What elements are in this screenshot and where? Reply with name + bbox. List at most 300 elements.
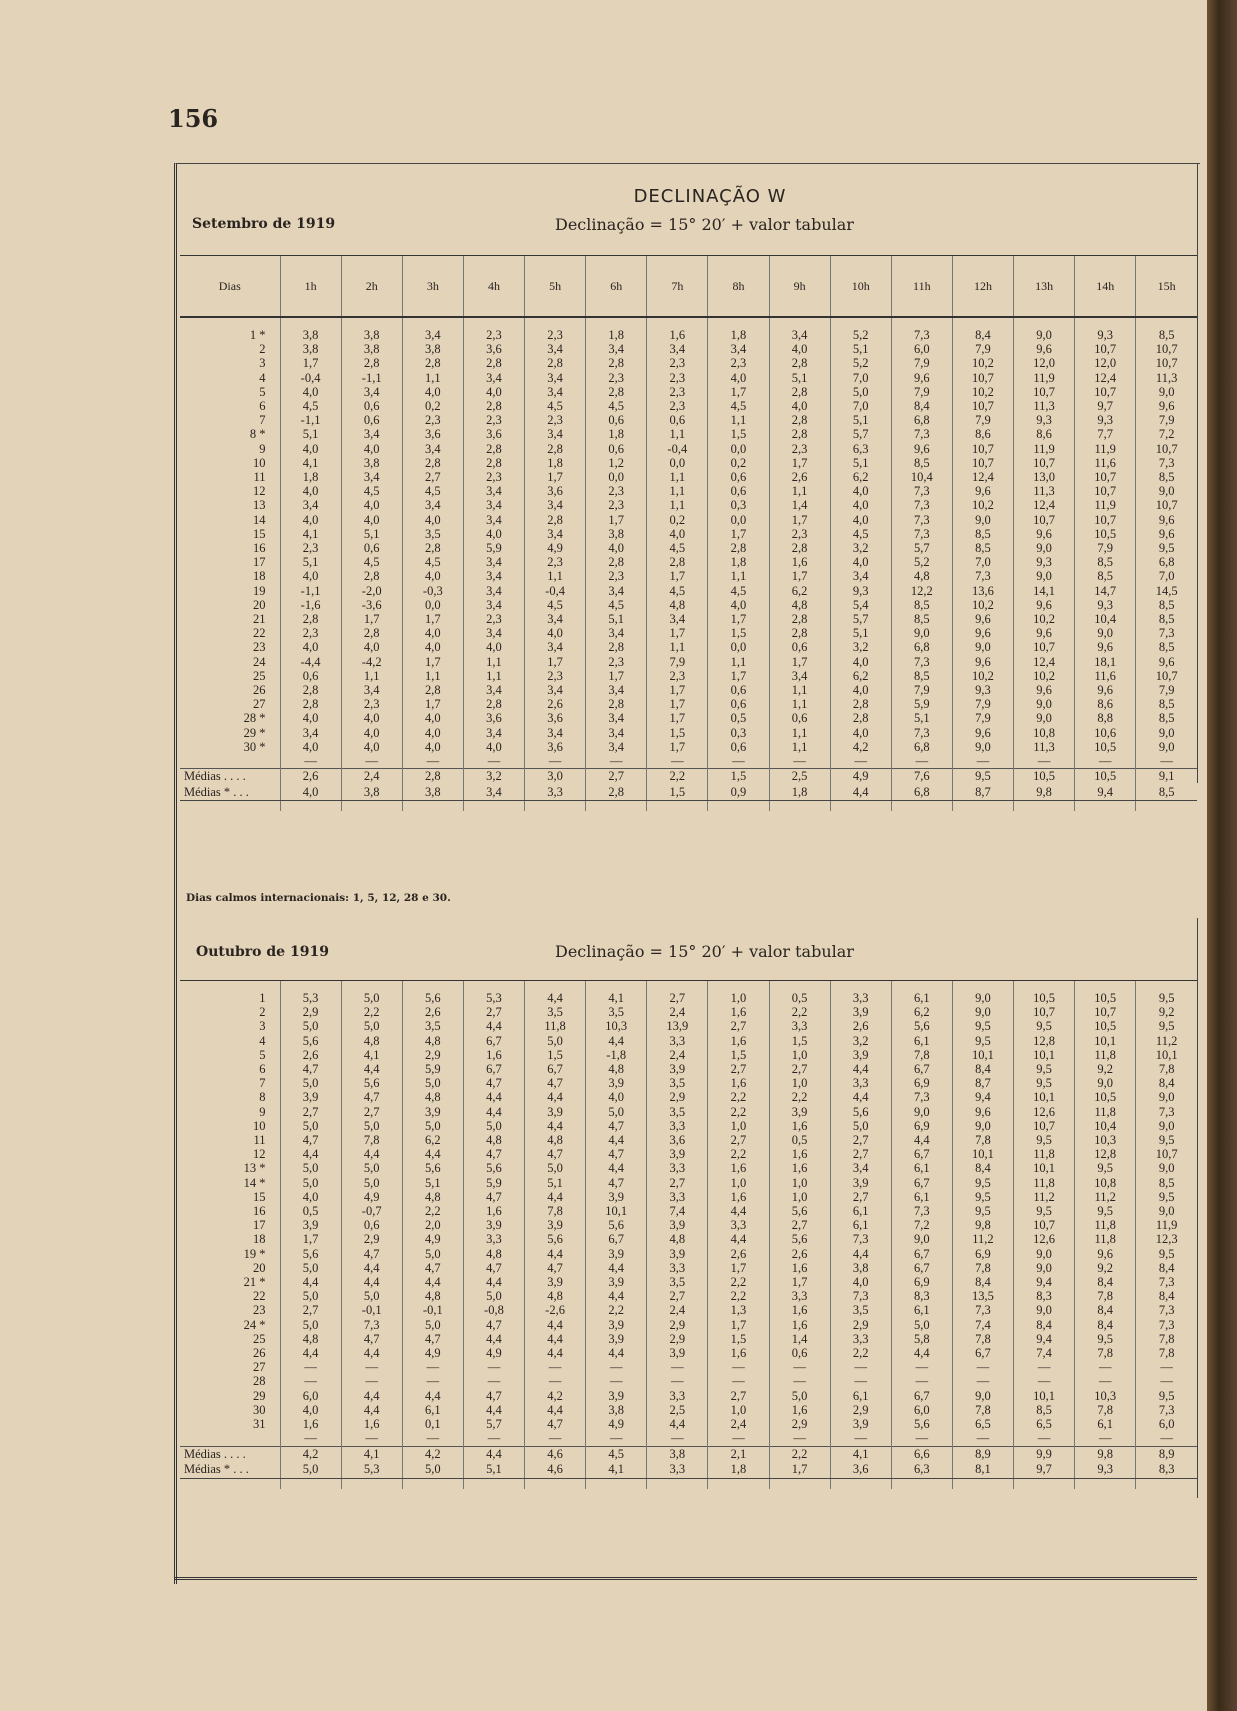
value-cell: 4,0 xyxy=(830,484,891,498)
value-cell: 1,1 xyxy=(769,740,830,754)
value-cell: 12,8 xyxy=(1014,1034,1075,1048)
value-cell: 4,4 xyxy=(402,1389,463,1403)
spacer-row xyxy=(180,981,1197,992)
value-cell: 0,6 xyxy=(586,413,647,427)
value-cell: 1,7 xyxy=(586,513,647,527)
spacer-cell xyxy=(647,1478,708,1489)
value-cell: 3,9 xyxy=(647,1346,708,1360)
value-cell: 5,0 xyxy=(341,1119,402,1133)
value-cell: 9,0 xyxy=(952,991,1013,1005)
value-cell: 4,8 xyxy=(769,598,830,612)
table-row xyxy=(180,1261,1197,1275)
day-cell: 30 * xyxy=(243,739,266,754)
value-cell: — xyxy=(586,1374,647,1388)
value-cell: 10,7 xyxy=(1014,385,1075,399)
value-cell: 5,6 xyxy=(402,991,463,1005)
day-cell: 25 xyxy=(253,668,266,683)
value-cell: 2,2 xyxy=(402,1204,463,1218)
value-cell: 4,8 xyxy=(280,1332,341,1346)
value-cell: 1,7 xyxy=(402,697,463,711)
value-cell: 4,1 xyxy=(280,456,341,470)
value-cell: 12,4 xyxy=(1014,655,1075,669)
value-cell: 9,6 xyxy=(1014,626,1075,640)
value-cell: 5,0 xyxy=(280,1019,341,1033)
value-cell: 1,1 xyxy=(769,484,830,498)
value-cell: 2,2 xyxy=(830,1346,891,1360)
mean-quiet-cell: 4,0 xyxy=(280,785,341,801)
value-cell: 10,5 xyxy=(1075,527,1136,541)
day-cell: 26 xyxy=(253,1346,266,1361)
spacer-cell xyxy=(952,981,1013,992)
value-cell: 4,0 xyxy=(402,640,463,654)
value-cell: 4,8 xyxy=(891,569,952,583)
value-cell: 6,7 xyxy=(891,1389,952,1403)
value-cell: 2,4 xyxy=(647,1048,708,1062)
value-cell: 1,3 xyxy=(708,1303,769,1317)
value-cell: 3,3 xyxy=(708,1218,769,1232)
value-cell: 4,5 xyxy=(708,584,769,598)
value-cell: 6,2 xyxy=(891,1005,952,1019)
value-cell: 2,8 xyxy=(830,711,891,725)
value-cell: 10,2 xyxy=(952,598,1013,612)
value-cell: 1,7 xyxy=(708,1318,769,1332)
day-cell: 23 xyxy=(253,640,266,655)
value-cell: 3,9 xyxy=(586,1076,647,1090)
value-cell: 9,5 xyxy=(1075,1161,1136,1175)
value-cell: 10,7 xyxy=(1075,513,1136,527)
value-cell: 2,3 xyxy=(402,413,463,427)
mean-quiet-cell: 4,1 xyxy=(586,1462,647,1478)
value-cell: — xyxy=(952,1374,1013,1388)
value-cell: 4,0 xyxy=(586,541,647,555)
value-cell: 0,6 xyxy=(647,413,708,427)
dash-cell xyxy=(180,1431,280,1446)
value-cell: 3,3 xyxy=(647,1261,708,1275)
value-cell: 1,1 xyxy=(708,413,769,427)
value-cell: 9,6 xyxy=(952,484,1013,498)
value-cell: 2,3 xyxy=(647,399,708,413)
value-cell: 7,8 xyxy=(1136,1062,1197,1076)
day-cell: 1 xyxy=(259,991,266,1005)
day-cell: 16 xyxy=(253,1204,266,1219)
value-cell: 9,0 xyxy=(1136,484,1197,498)
value-cell: 9,5 xyxy=(1014,1133,1075,1147)
value-cell: 9,0 xyxy=(1014,328,1075,342)
value-cell: 5,2 xyxy=(891,555,952,569)
value-cell: 4,4 xyxy=(586,1346,647,1360)
value-cell: 1,6 xyxy=(769,1119,830,1133)
value-cell: 2,6 xyxy=(830,1019,891,1033)
value-cell: 2,6 xyxy=(769,470,830,484)
value-cell: 4,5 xyxy=(280,399,341,413)
value-cell: 1,1 xyxy=(769,726,830,740)
spacer-cell xyxy=(463,317,524,328)
value-cell: 9,0 xyxy=(1075,626,1136,640)
value-cell: 2,8 xyxy=(402,541,463,555)
value-cell: 4,0 xyxy=(830,1275,891,1289)
value-cell: 1,0 xyxy=(769,1048,830,1062)
dash-cell: — xyxy=(402,754,463,769)
mean-cell: 4,6 xyxy=(525,1446,586,1462)
value-cell: 2,8 xyxy=(341,626,402,640)
value-cell: 3,4 xyxy=(525,726,586,740)
value-cell: 4,4 xyxy=(463,1090,524,1104)
value-cell: 1,1 xyxy=(402,669,463,683)
column-header-hour: 9h xyxy=(769,256,830,318)
day-cell: 23 xyxy=(253,1303,266,1318)
value-cell: 3,9 xyxy=(586,1389,647,1403)
spacer-cell xyxy=(952,801,1013,812)
value-cell: 4,7 xyxy=(463,1076,524,1090)
value-cell: 12,4 xyxy=(952,470,1013,484)
value-cell: 4,4 xyxy=(891,1346,952,1360)
value-cell: 4,4 xyxy=(525,1090,586,1104)
value-cell: 1,6 xyxy=(708,1190,769,1204)
value-cell: 7,2 xyxy=(1136,427,1197,441)
table-row xyxy=(180,1005,1197,1019)
value-cell: 9,5 xyxy=(1136,541,1197,555)
value-cell: 0,0 xyxy=(647,456,708,470)
mean-quiet-cell: 3,3 xyxy=(647,1462,708,1478)
value-cell: 8,4 xyxy=(1136,1289,1197,1303)
value-cell: 7,3 xyxy=(1136,626,1197,640)
value-cell: -0,4 xyxy=(280,371,341,385)
value-cell: 10,7 xyxy=(1014,640,1075,654)
value-cell: 7,3 xyxy=(891,1090,952,1104)
mean-quiet-cell: 9,7 xyxy=(1014,1462,1075,1478)
means-quiet-row xyxy=(180,785,1197,801)
value-cell: 3,9 xyxy=(280,1090,341,1104)
value-cell: -0,4 xyxy=(525,584,586,598)
table-row xyxy=(180,413,1197,427)
value-cell: 2,8 xyxy=(830,697,891,711)
value-cell: — xyxy=(525,1360,586,1374)
column-header-hour: 2h xyxy=(341,256,402,318)
spacer-cell xyxy=(402,1478,463,1489)
value-cell: 8,4 xyxy=(1136,1076,1197,1090)
value-cell: 3,3 xyxy=(647,1119,708,1133)
value-cell: 6,1 xyxy=(830,1204,891,1218)
value-cell: 5,0 xyxy=(280,1119,341,1133)
value-cell: 9,6 xyxy=(1014,342,1075,356)
value-cell: 3,4 xyxy=(586,342,647,356)
value-cell: 5,6 xyxy=(830,1105,891,1119)
value-cell: 2,3 xyxy=(280,541,341,555)
value-cell: 3,4 xyxy=(463,555,524,569)
mean-cell: 3,2 xyxy=(463,769,524,785)
column-header-hour: 15h xyxy=(1136,256,1197,318)
spacer-cell xyxy=(586,981,647,992)
value-cell: 4,0 xyxy=(708,371,769,385)
day-cell: 10 xyxy=(253,455,266,470)
value-cell: 4,4 xyxy=(341,1346,402,1360)
value-cell: 1,1 xyxy=(647,640,708,654)
value-cell: 8,4 xyxy=(952,1275,1013,1289)
value-cell: 3,4 xyxy=(708,342,769,356)
value-cell: 10,7 xyxy=(1014,1005,1075,1019)
value-cell: 3,6 xyxy=(463,342,524,356)
spacer-cell xyxy=(1014,801,1075,812)
table-row xyxy=(180,1176,1197,1190)
value-cell: 11,9 xyxy=(1075,442,1136,456)
value-cell: 2,3 xyxy=(463,413,524,427)
spacer-cell xyxy=(647,981,708,992)
value-cell: 5,1 xyxy=(402,1176,463,1190)
spacer-cell xyxy=(1136,317,1197,328)
value-cell: 4,0 xyxy=(402,626,463,640)
day-cell: 24 * xyxy=(243,1317,266,1332)
value-cell: — xyxy=(891,1360,952,1374)
value-cell: 9,5 xyxy=(1014,1062,1075,1076)
value-cell: 2,3 xyxy=(708,356,769,370)
dash-cell: — xyxy=(708,1431,769,1446)
value-cell: 7,3 xyxy=(952,569,1013,583)
table-row xyxy=(180,711,1197,725)
value-cell: 10,3 xyxy=(586,1019,647,1033)
value-cell: 9,0 xyxy=(1136,740,1197,754)
value-cell: 10,1 xyxy=(1075,1034,1136,1048)
value-cell: 6,5 xyxy=(952,1417,1013,1431)
value-cell: 3,6 xyxy=(463,711,524,725)
day-cell: 5 xyxy=(259,1047,266,1062)
value-cell: 2,3 xyxy=(525,669,586,683)
value-cell: 0,6 xyxy=(708,740,769,754)
value-cell: 10,4 xyxy=(891,470,952,484)
column-header-hour: 7h xyxy=(647,256,708,318)
value-cell: 3,4 xyxy=(830,569,891,583)
value-cell: 5,0 xyxy=(525,1161,586,1175)
value-cell: 9,6 xyxy=(952,612,1013,626)
value-cell: 10,7 xyxy=(1075,484,1136,498)
value-cell: 5,1 xyxy=(280,555,341,569)
value-cell: 2,7 xyxy=(647,991,708,1005)
value-cell: 8,3 xyxy=(1014,1289,1075,1303)
value-cell: 1,7 xyxy=(402,612,463,626)
value-cell: 5,1 xyxy=(769,371,830,385)
spacer-cell xyxy=(1014,981,1075,992)
dash-cell: — xyxy=(586,754,647,769)
value-cell: 2,8 xyxy=(280,697,341,711)
value-cell: 3,4 xyxy=(830,1161,891,1175)
value-cell: 6,7 xyxy=(891,1062,952,1076)
day-cell: 19 * xyxy=(243,1246,266,1261)
spacer-row xyxy=(180,1478,1197,1489)
main-heading: DECLINAÇÃO W xyxy=(633,186,787,207)
value-cell: 1,5 xyxy=(525,1048,586,1062)
value-cell: 10,7 xyxy=(1075,470,1136,484)
value-cell: 4,4 xyxy=(525,1247,586,1261)
value-cell: 4,4 xyxy=(708,1232,769,1246)
value-cell: 0,2 xyxy=(708,456,769,470)
value-cell: 2,8 xyxy=(586,356,647,370)
value-cell: 4,8 xyxy=(463,1247,524,1261)
value-cell: 3,8 xyxy=(341,328,402,342)
value-cell: 12,4 xyxy=(1014,498,1075,512)
value-cell: 4,4 xyxy=(830,1062,891,1076)
value-cell: 5,9 xyxy=(463,1176,524,1190)
value-cell: 3,3 xyxy=(769,1019,830,1033)
value-cell: 4,0 xyxy=(341,442,402,456)
table-row xyxy=(180,1318,1197,1332)
value-cell: 3,9 xyxy=(647,1147,708,1161)
value-cell: 6,7 xyxy=(525,1062,586,1076)
value-cell: 1,7 xyxy=(525,655,586,669)
day-cell: 9 xyxy=(259,441,266,456)
mean-cell: 8,9 xyxy=(1136,1446,1197,1462)
value-cell: 5,3 xyxy=(463,991,524,1005)
dash-cell: — xyxy=(341,1431,402,1446)
value-cell: 2,3 xyxy=(586,569,647,583)
value-cell: 3,5 xyxy=(402,527,463,541)
value-cell: 2,7 xyxy=(708,1133,769,1147)
mean-cell: 7,6 xyxy=(891,769,952,785)
value-cell: 2,8 xyxy=(586,385,647,399)
value-cell: 3,4 xyxy=(463,484,524,498)
value-cell: 2,8 xyxy=(769,385,830,399)
value-cell: 1,7 xyxy=(769,456,830,470)
day-cell: 17 xyxy=(253,555,266,570)
mean-quiet-cell: 1,5 xyxy=(647,785,708,801)
column-header-hour: 3h xyxy=(402,256,463,318)
value-cell: 0,6 xyxy=(769,711,830,725)
value-cell: 6,1 xyxy=(891,1303,952,1317)
day-cell: 4 xyxy=(259,370,266,385)
value-cell: 6,7 xyxy=(891,1176,952,1190)
value-cell: 3,4 xyxy=(586,626,647,640)
value-cell: 6,0 xyxy=(891,1403,952,1417)
mean-quiet-cell: 1,8 xyxy=(769,785,830,801)
value-cell: 2,7 xyxy=(830,1147,891,1161)
column-header-hour: 10h xyxy=(830,256,891,318)
value-cell: 3,8 xyxy=(341,342,402,356)
value-cell: 4,4 xyxy=(402,1147,463,1161)
value-cell: 12,4 xyxy=(1075,371,1136,385)
table-row xyxy=(180,991,1197,1005)
value-cell: 2,4 xyxy=(708,1417,769,1431)
value-cell: 3,4 xyxy=(463,371,524,385)
value-cell: 7,9 xyxy=(647,655,708,669)
value-cell: — xyxy=(341,1360,402,1374)
value-cell: 5,2 xyxy=(830,356,891,370)
value-cell: 2,4 xyxy=(647,1005,708,1019)
value-cell: 3,4 xyxy=(586,726,647,740)
value-cell: 11,6 xyxy=(1075,669,1136,683)
value-cell: 2,3 xyxy=(586,484,647,498)
dash-cell: — xyxy=(769,1431,830,1446)
value-cell: 0,1 xyxy=(402,1417,463,1431)
value-cell: 4,4 xyxy=(463,1105,524,1119)
value-cell: 5,7 xyxy=(463,1417,524,1431)
mean-cell: 9,1 xyxy=(1136,769,1197,785)
value-cell: — xyxy=(891,1374,952,1388)
value-cell: 9,6 xyxy=(1075,1247,1136,1261)
table-row xyxy=(180,328,1197,342)
table-row xyxy=(180,1090,1197,1104)
day-cell: 17 xyxy=(253,1218,266,1233)
value-cell: 3,9 xyxy=(463,1218,524,1232)
value-cell: 5,1 xyxy=(830,456,891,470)
value-cell: 4,4 xyxy=(525,991,586,1005)
day-cell: 7 xyxy=(259,1076,266,1091)
value-cell: 4,0 xyxy=(280,569,341,583)
value-cell: 7,3 xyxy=(1136,1318,1197,1332)
value-cell: 7,9 xyxy=(891,356,952,370)
value-cell: 14,1 xyxy=(1014,584,1075,598)
value-cell: 2,7 xyxy=(708,1019,769,1033)
value-cell: 9,0 xyxy=(1136,1204,1197,1218)
day-cell: 20 xyxy=(253,1260,266,1275)
value-cell: 2,3 xyxy=(463,470,524,484)
value-cell: 3,4 xyxy=(463,598,524,612)
value-cell: 10,5 xyxy=(1075,740,1136,754)
value-cell: 1,7 xyxy=(708,669,769,683)
mean-cell: 2,2 xyxy=(769,1446,830,1462)
value-cell: 9,4 xyxy=(952,1090,1013,1104)
dash-cell: — xyxy=(952,754,1013,769)
value-cell: 8,4 xyxy=(1014,1318,1075,1332)
value-cell: 2,6 xyxy=(769,1247,830,1261)
table-row xyxy=(180,1303,1197,1317)
value-cell: 12,2 xyxy=(891,584,952,598)
value-cell: 1,1 xyxy=(525,569,586,583)
value-cell: 4,5 xyxy=(708,399,769,413)
value-cell: 4,4 xyxy=(586,1289,647,1303)
spacer-cell xyxy=(891,801,952,812)
value-cell: -1,1 xyxy=(341,371,402,385)
value-cell: 12,8 xyxy=(1075,1147,1136,1161)
value-cell: 4,0 xyxy=(647,527,708,541)
value-cell: 3,8 xyxy=(586,527,647,541)
value-cell: 4,4 xyxy=(525,1119,586,1133)
value-cell: 4,0 xyxy=(830,555,891,569)
value-cell: 9,3 xyxy=(1014,555,1075,569)
value-cell: 8,4 xyxy=(1075,1275,1136,1289)
value-cell: 0,6 xyxy=(586,442,647,456)
table-row xyxy=(180,1048,1197,1062)
spacer-cell xyxy=(1136,801,1197,812)
value-cell: 6,2 xyxy=(402,1133,463,1147)
value-cell: 5,1 xyxy=(525,1176,586,1190)
value-cell: 4,9 xyxy=(402,1346,463,1360)
mean-cell: 4,1 xyxy=(341,1446,402,1462)
dash-cell xyxy=(180,754,280,769)
value-cell: 9,0 xyxy=(891,1105,952,1119)
table-row xyxy=(180,1133,1197,1147)
value-cell: 10,6 xyxy=(1075,726,1136,740)
value-cell: 5,0 xyxy=(463,1119,524,1133)
means-row xyxy=(180,769,1197,785)
value-cell: 8,5 xyxy=(1136,598,1197,612)
value-cell: 3,4 xyxy=(463,683,524,697)
day-cell: 27 xyxy=(253,1360,266,1375)
value-cell: 7,8 xyxy=(1075,1289,1136,1303)
dash-cell: — xyxy=(708,754,769,769)
table-row xyxy=(180,1076,1197,1090)
table-row xyxy=(180,1360,1197,1374)
value-cell: — xyxy=(830,1374,891,1388)
value-cell: 2,7 xyxy=(830,1133,891,1147)
table-row xyxy=(180,598,1197,612)
value-cell: 2,8 xyxy=(769,427,830,441)
value-cell: 10,7 xyxy=(1014,456,1075,470)
spacer-cell xyxy=(341,981,402,992)
spacer-cell xyxy=(180,317,280,328)
value-cell: -1,6 xyxy=(280,598,341,612)
september-table xyxy=(180,255,1197,811)
value-cell: 4,0 xyxy=(525,626,586,640)
value-cell: 4,7 xyxy=(463,1147,524,1161)
value-cell: 2,2 xyxy=(708,1105,769,1119)
